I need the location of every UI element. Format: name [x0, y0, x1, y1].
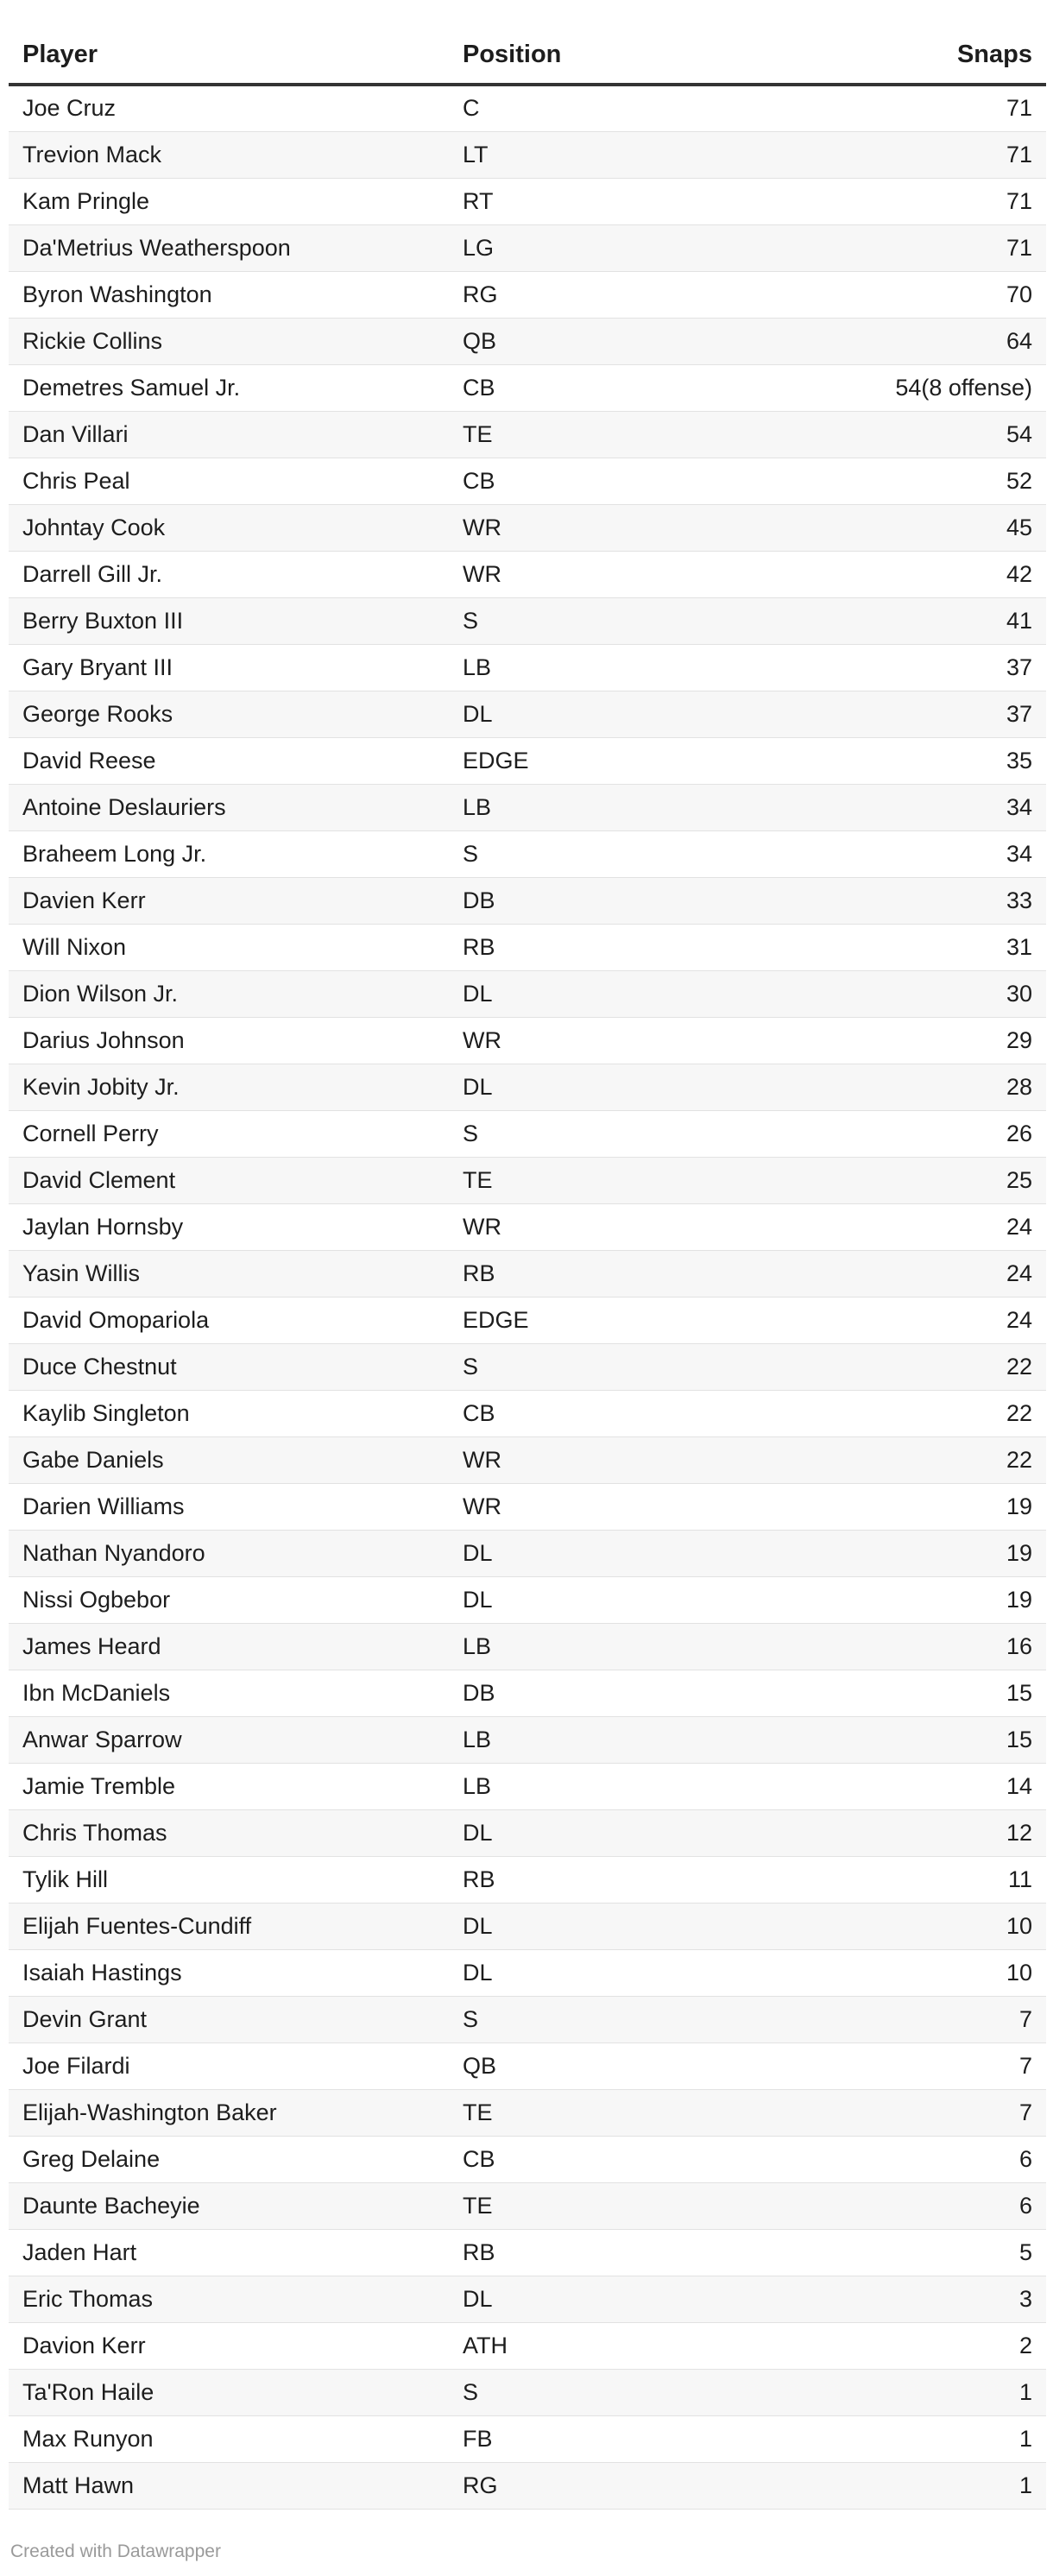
snaps-cell: 31 — [751, 924, 1046, 970]
table-row — [9, 2229, 1046, 2276]
table-row — [9, 1483, 1046, 1530]
snaps-cell: 7 — [751, 2089, 1046, 2136]
position-cell: WR — [449, 551, 751, 597]
table-row — [9, 1949, 1046, 1996]
table-row — [9, 2322, 1046, 2369]
position-cell: TE — [449, 1157, 751, 1203]
player-cell: David Omopariola — [9, 1297, 449, 1343]
snaps-cell: 24 — [751, 1297, 1046, 1343]
player-cell: Daunte Bacheyie — [9, 2182, 449, 2229]
snaps-cell: 15 — [751, 1716, 1046, 1763]
player-cell: George Rooks — [9, 691, 449, 737]
table-row — [9, 1856, 1046, 1903]
snaps-cell: 14 — [751, 1763, 1046, 1809]
snaps-cell: 35 — [751, 737, 1046, 784]
player-cell: David Reese — [9, 737, 449, 784]
position-cell: WR — [449, 504, 751, 551]
snaps-cell: 1 — [751, 2462, 1046, 2509]
position-cell: LB — [449, 1763, 751, 1809]
position-cell: EDGE — [449, 737, 751, 784]
table-row — [9, 1996, 1046, 2042]
snaps-cell: 28 — [751, 1064, 1046, 1110]
player-cell: Braheem Long Jr. — [9, 830, 449, 877]
position-cell: S — [449, 597, 751, 644]
snaps-cell: 64 — [751, 318, 1046, 364]
snaps-cell: 15 — [751, 1670, 1046, 1716]
player-cell: Jaden Hart — [9, 2229, 449, 2276]
table-row — [9, 1250, 1046, 1297]
snaps-cell: 10 — [751, 1903, 1046, 1949]
table-row — [9, 1530, 1046, 1576]
player-cell: Cornell Perry — [9, 1110, 449, 1157]
position-cell: DL — [449, 2276, 751, 2322]
player-cell: Davien Kerr — [9, 877, 449, 924]
player-cell: Demetres Samuel Jr. — [9, 364, 449, 411]
position-cell: DB — [449, 1670, 751, 1716]
snaps-cell: 3 — [751, 2276, 1046, 2322]
table-row — [9, 1157, 1046, 1203]
snaps-cell: 37 — [751, 691, 1046, 737]
player-cell: Joe Filardi — [9, 2042, 449, 2089]
player-cell: Dan Villari — [9, 411, 449, 458]
position-cell: DL — [449, 691, 751, 737]
table-row — [9, 970, 1046, 1017]
player-cell: Jamie Tremble — [9, 1763, 449, 1809]
snaps-cell: 29 — [751, 1017, 1046, 1064]
snaps-cell: 34 — [751, 784, 1046, 830]
player-cell: David Clement — [9, 1157, 449, 1203]
player-cell: Ta'Ron Haile — [9, 2369, 449, 2415]
table-row — [9, 318, 1046, 364]
snaps-cell: 6 — [751, 2182, 1046, 2229]
snaps-cell: 10 — [751, 1949, 1046, 1996]
player-cell: Da'Metrius Weatherspoon — [9, 224, 449, 271]
snaps-cell: 26 — [751, 1110, 1046, 1157]
position-cell: LB — [449, 644, 751, 691]
position-cell: TE — [449, 411, 751, 458]
snaps-cell: 45 — [751, 504, 1046, 551]
position-cell: QB — [449, 2042, 751, 2089]
position-cell: EDGE — [449, 1297, 751, 1343]
position-cell: RG — [449, 2462, 751, 2509]
table-row — [9, 597, 1046, 644]
position-cell: WR — [449, 1017, 751, 1064]
player-cell: Jaylan Hornsby — [9, 1203, 449, 1250]
player-cell: Gary Bryant III — [9, 644, 449, 691]
snaps-cell: 71 — [751, 131, 1046, 178]
table-row — [9, 1903, 1046, 1949]
position-cell: CB — [449, 458, 751, 504]
snaps-cell: 24 — [751, 1203, 1046, 1250]
snaps-cell: 70 — [751, 271, 1046, 318]
table-row — [9, 877, 1046, 924]
table-body — [9, 85, 1046, 2509]
player-cell: Davion Kerr — [9, 2322, 449, 2369]
player-cell: Matt Hawn — [9, 2462, 449, 2509]
position-cell: WR — [449, 1483, 751, 1530]
table-row — [9, 364, 1046, 411]
player-cell: Greg Delaine — [9, 2136, 449, 2182]
snaps-cell: 6 — [751, 2136, 1046, 2182]
table-header-row — [9, 26, 1046, 85]
table-row — [9, 224, 1046, 271]
column-header-position[interactable]: Position — [449, 26, 751, 85]
table-row — [9, 830, 1046, 877]
snaps-cell: 54 — [751, 411, 1046, 458]
snaps-table-container — [9, 26, 1046, 2510]
snaps-cell: 54(8 offense) — [751, 364, 1046, 411]
snaps-cell: 2 — [751, 2322, 1046, 2369]
player-cell: Ibn McDaniels — [9, 1670, 449, 1716]
position-cell: TE — [449, 2182, 751, 2229]
snaps-cell: 42 — [751, 551, 1046, 597]
snaps-cell: 25 — [751, 1157, 1046, 1203]
player-cell: Darien Williams — [9, 1483, 449, 1530]
snaps-cell: 30 — [751, 970, 1046, 1017]
player-cell: Kaylib Singleton — [9, 1390, 449, 1436]
player-cell: Rickie Collins — [9, 318, 449, 364]
snaps-cell: 22 — [751, 1436, 1046, 1483]
snaps-cell: 7 — [751, 1996, 1046, 2042]
player-cell: Kevin Jobity Jr. — [9, 1064, 449, 1110]
position-cell: DL — [449, 1949, 751, 1996]
column-header-snaps[interactable]: Snaps — [751, 26, 1046, 85]
table-row — [9, 691, 1046, 737]
player-cell: Devin Grant — [9, 1996, 449, 2042]
snaps-cell: 16 — [751, 1623, 1046, 1670]
snaps-cell: 19 — [751, 1576, 1046, 1623]
position-cell: RT — [449, 178, 751, 224]
table-row — [9, 178, 1046, 224]
table-row — [9, 271, 1046, 318]
player-cell: Johntay Cook — [9, 504, 449, 551]
snaps-cell: 12 — [751, 1809, 1046, 1856]
table-row — [9, 1110, 1046, 1157]
table-row — [9, 1017, 1046, 1064]
snaps-cell: 11 — [751, 1856, 1046, 1903]
player-cell: Darius Johnson — [9, 1017, 449, 1064]
table-row — [9, 1623, 1046, 1670]
position-cell: C — [449, 85, 751, 131]
player-cell: Elijah Fuentes-Cundiff — [9, 1903, 449, 1949]
snaps-cell: 37 — [751, 644, 1046, 691]
position-cell: LB — [449, 784, 751, 830]
position-cell: DL — [449, 970, 751, 1017]
player-cell: Joe Cruz — [9, 85, 449, 131]
table-row — [9, 1809, 1046, 1856]
snaps-cell: 1 — [751, 2369, 1046, 2415]
snaps-cell: 7 — [751, 2042, 1046, 2089]
player-cell: Eric Thomas — [9, 2276, 449, 2322]
position-cell: FB — [449, 2415, 751, 2462]
snaps-cell: 22 — [751, 1390, 1046, 1436]
player-cell: Nathan Nyandoro — [9, 1530, 449, 1576]
player-cell: Nissi Ogbebor — [9, 1576, 449, 1623]
table-row — [9, 784, 1046, 830]
player-cell: Byron Washington — [9, 271, 449, 318]
table-row — [9, 1763, 1046, 1809]
snaps-cell: 19 — [751, 1530, 1046, 1576]
column-header-player[interactable]: Player — [9, 26, 449, 85]
snaps-cell: 5 — [751, 2229, 1046, 2276]
table-row — [9, 1670, 1046, 1716]
table-row — [9, 2462, 1046, 2509]
table-row — [9, 504, 1046, 551]
position-cell: CB — [449, 2136, 751, 2182]
position-cell: S — [449, 830, 751, 877]
snaps-cell: 71 — [751, 178, 1046, 224]
snaps-cell: 52 — [751, 458, 1046, 504]
table-row — [9, 2089, 1046, 2136]
player-cell: Yasin Willis — [9, 1250, 449, 1297]
position-cell: LB — [449, 1623, 751, 1670]
datawrapper-credit: Created with Datawrapper — [10, 2541, 221, 2561]
table-row — [9, 458, 1046, 504]
position-cell: RB — [449, 2229, 751, 2276]
position-cell: DL — [449, 1064, 751, 1110]
player-cell: Isaiah Hastings — [9, 1949, 449, 1996]
player-cell: Berry Buxton III — [9, 597, 449, 644]
position-cell: WR — [449, 1436, 751, 1483]
table-row — [9, 2415, 1046, 2462]
snaps-cell: 41 — [751, 597, 1046, 644]
snaps-table — [9, 26, 1046, 2510]
table-row — [9, 1390, 1046, 1436]
table-header — [9, 26, 1046, 85]
table-row — [9, 1576, 1046, 1623]
position-cell: LB — [449, 1716, 751, 1763]
snaps-cell: 71 — [751, 85, 1046, 131]
position-cell: RB — [449, 1856, 751, 1903]
position-cell: CB — [449, 1390, 751, 1436]
position-cell: DL — [449, 1530, 751, 1576]
table-row — [9, 1064, 1046, 1110]
player-cell: Chris Thomas — [9, 1809, 449, 1856]
snaps-cell: 33 — [751, 877, 1046, 924]
table-row — [9, 1297, 1046, 1343]
position-cell: ATH — [449, 2322, 751, 2369]
table-row — [9, 411, 1046, 458]
position-cell: DB — [449, 877, 751, 924]
position-cell: RB — [449, 924, 751, 970]
position-cell: S — [449, 1110, 751, 1157]
player-cell: Max Runyon — [9, 2415, 449, 2462]
position-cell: RG — [449, 271, 751, 318]
snaps-cell: 71 — [751, 224, 1046, 271]
table-row — [9, 644, 1046, 691]
player-cell: Kam Pringle — [9, 178, 449, 224]
snaps-cell: 1 — [751, 2415, 1046, 2462]
table-row — [9, 1343, 1046, 1390]
position-cell: QB — [449, 318, 751, 364]
position-cell: DL — [449, 1903, 751, 1949]
player-cell: Elijah-Washington Baker — [9, 2089, 449, 2136]
player-cell: Chris Peal — [9, 458, 449, 504]
table-row — [9, 551, 1046, 597]
player-cell: Gabe Daniels — [9, 1436, 449, 1483]
snaps-cell: 24 — [751, 1250, 1046, 1297]
position-cell: LT — [449, 131, 751, 178]
position-cell: S — [449, 1343, 751, 1390]
player-cell: James Heard — [9, 1623, 449, 1670]
player-cell: Dion Wilson Jr. — [9, 970, 449, 1017]
player-cell: Will Nixon — [9, 924, 449, 970]
table-row — [9, 85, 1046, 131]
table-row — [9, 2369, 1046, 2415]
position-cell: RB — [449, 1250, 751, 1297]
position-cell: WR — [449, 1203, 751, 1250]
table-row — [9, 2182, 1046, 2229]
position-cell: DL — [449, 1809, 751, 1856]
snaps-cell: 34 — [751, 830, 1046, 877]
position-cell: CB — [449, 364, 751, 411]
player-cell: Antoine Deslauriers — [9, 784, 449, 830]
player-cell: Duce Chestnut — [9, 1343, 449, 1390]
snaps-cell: 19 — [751, 1483, 1046, 1530]
table-row — [9, 737, 1046, 784]
player-cell: Trevion Mack — [9, 131, 449, 178]
player-cell: Tylik Hill — [9, 1856, 449, 1903]
position-cell: S — [449, 1996, 751, 2042]
position-cell: S — [449, 2369, 751, 2415]
table-row — [9, 1203, 1046, 1250]
position-cell: DL — [449, 1576, 751, 1623]
table-row — [9, 2276, 1046, 2322]
player-cell: Anwar Sparrow — [9, 1716, 449, 1763]
table-row — [9, 131, 1046, 178]
player-cell: Darrell Gill Jr. — [9, 551, 449, 597]
snaps-cell: 22 — [751, 1343, 1046, 1390]
position-cell: TE — [449, 2089, 751, 2136]
table-row — [9, 2136, 1046, 2182]
position-cell: LG — [449, 224, 751, 271]
table-row — [9, 2042, 1046, 2089]
table-row — [9, 1436, 1046, 1483]
table-row — [9, 1716, 1046, 1763]
table-row — [9, 924, 1046, 970]
